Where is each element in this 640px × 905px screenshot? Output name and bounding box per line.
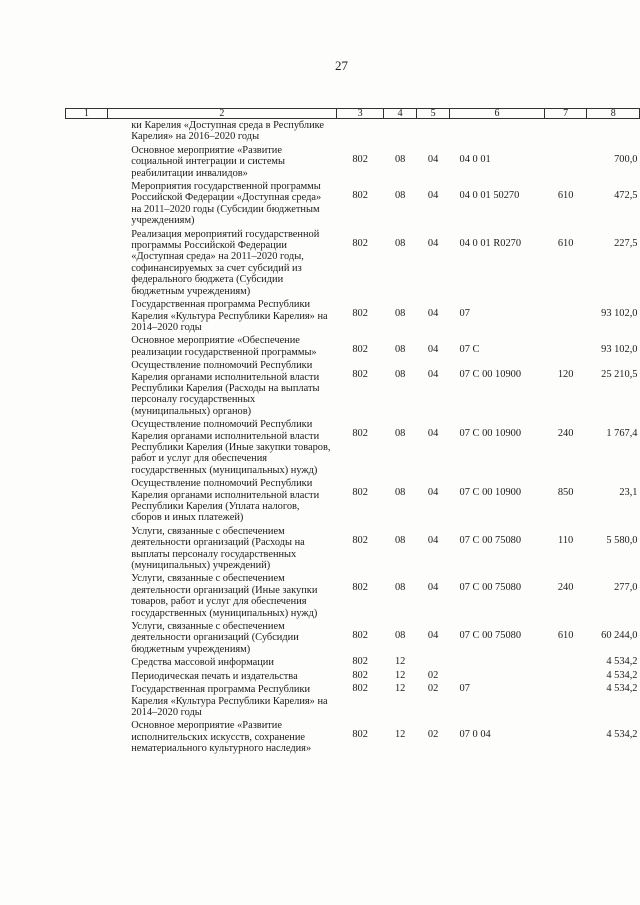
col1-cell [66,719,108,755]
amount-cell: 4 534,2 [606,656,638,668]
description-cell: Государственная программа Республики Карелия «Культура Республики Карелия» на 2014–2020 годы [131,299,328,333]
subsection-cell: 04 [427,344,439,356]
col1-cell [66,298,108,334]
target-article-cell: 07 С 00 10900 [459,369,522,381]
table-row [66,620,640,656]
ministry-code-cell: 802 [352,153,368,165]
column-header: 1 [66,109,108,119]
subsection-cell [417,119,450,144]
target-article-cell: 07 С 00 10900 [459,487,522,499]
table-row [66,572,640,620]
amount-cell: 23,1 [619,487,638,499]
target-article-cell: 07 С 00 75080 [459,582,522,594]
description-cell: Основное мероприятие «Развитие социальной интеграции и системы реабилитации инвалидов» [131,144,285,179]
table-row [66,298,640,334]
table-row [66,180,640,228]
ministry-code-cell: 802 [352,534,368,546]
column-header: 4 [384,109,417,119]
target-article-cell: 04 0 01 R0270 [459,237,522,249]
amount-cell: 93 102,0 [601,344,638,356]
section-cell: 08 [394,428,406,440]
budget-table [65,108,640,756]
subsection-cell: 04 [427,534,439,546]
subsection-cell: 02 [427,669,439,681]
ministry-code-cell: 802 [352,582,368,594]
col1-cell [66,670,108,683]
subsection-cell: 04 [427,630,439,642]
col1-cell [66,180,108,228]
subsection-cell: 04 [427,237,439,249]
table-row [66,334,640,359]
column-header: 5 [417,109,450,119]
target-article-cell: 07 С 00 75080 [459,630,522,642]
section-cell: 08 [394,308,406,320]
ministry-code-cell [337,119,384,144]
ministry-code-cell: 802 [352,683,368,695]
col1-cell [66,683,108,719]
section-cell: 08 [394,534,406,546]
section-cell: 08 [394,344,406,356]
target-article-cell: 04 0 01 [459,153,491,165]
column-header: 6 [450,109,545,119]
amount-cell: 60 244,0 [601,630,638,642]
description-cell: Осуществление полномочий Республики Карелия органами исполнительной власти Республики Карелия (Иные закупки товаров, работ и услуг для обеспечения государственных (муниципальных) нужд) [131,419,331,476]
expense-type-cell: 610 [557,190,574,202]
subsection-cell: 04 [427,190,439,202]
expense-type-cell [544,144,587,180]
col1-cell [66,334,108,359]
ministry-code-cell: 802 [352,190,368,202]
amount-cell: 1 767,4 [606,428,638,440]
description-cell: Основное мероприятие «Обеспечение реализации государственной программы» [131,335,317,358]
expense-type-cell [544,119,587,144]
table-row [66,477,640,525]
target-article-cell: 07 0 04 [459,729,491,741]
table-row [66,359,640,418]
expense-type-cell: 110 [558,534,574,546]
column-header: 2 [107,109,336,119]
target-article-cell: 07 С 00 75080 [459,534,522,546]
description-cell: Мероприятия государственной программы Российской Федерации «Доступная среда» на 2011–2020 годы (Субсидии бюджетным учреждениям) [131,181,322,227]
amount-cell: 5 580,0 [606,534,638,546]
amount-cell: 277,0 [614,582,638,594]
amount-cell: 4 534,2 [606,683,638,695]
subsection-cell: 02 [427,729,439,741]
description-cell: Периодическая печать и издательства [131,670,298,682]
description-cell: Осуществление полномочий Республики Карелия органами исполнительной власти Республики Карелия (Уплата налогов, сборов и иных платежей) [131,478,320,524]
section-cell: 08 [394,153,406,165]
col1-cell [66,620,108,656]
description-cell: Государственная программа Республики Карелия «Культура Республики Карелия» на 2014–2020 годы [131,684,328,718]
ministry-code-cell: 802 [352,428,368,440]
expense-type-cell [544,683,587,719]
ministry-code-cell: 802 [352,487,368,499]
amount-cell: 700,0 [614,153,638,165]
ministry-code-cell: 802 [352,369,368,381]
subsection-cell: 04 [427,487,439,499]
section-cell: 08 [394,630,406,642]
amount-cell: 4 534,2 [606,729,638,741]
target-article-cell [450,670,545,683]
section-cell: 12 [394,683,406,695]
description-cell: Услуги, связанные с обеспечением деятельности организаций (Субсидии бюджетным учреждениям) [131,621,299,655]
section-cell: 08 [394,582,406,594]
target-article-cell [450,656,545,669]
table-row [66,683,640,719]
target-article-cell: 07 [459,308,470,320]
table-header [66,109,640,119]
table-row [66,525,640,573]
amount-cell: 4 534,2 [606,669,638,681]
section-cell: 08 [394,487,406,499]
table-row [66,119,640,144]
amount-cell: 472,5 [614,190,638,202]
section-cell [384,119,417,144]
subsection-cell: 04 [427,428,439,440]
description-cell: ки Карелия «Доступная среда в Республике Карелия» на 2016–2020 годы [131,120,325,143]
subsection-cell [417,656,450,669]
ministry-code-cell: 802 [352,656,368,668]
column-header: 8 [587,109,640,119]
description-cell: Услуги, связанные с обеспечением деятельности организаций (Иные закупки товаров, работ и услуг для обеспечения государственных (муниципальных) нужд) [131,573,318,619]
amount-cell: 227,5 [614,237,638,249]
subsection-cell: 02 [427,683,439,695]
col1-cell [66,477,108,525]
ministry-code-cell: 802 [352,308,368,320]
table-row [66,656,640,669]
subsection-cell: 04 [427,153,439,165]
ministry-code-cell: 802 [352,630,368,642]
ministry-code-cell: 802 [352,237,368,249]
description-cell: Основное мероприятие «Развитие исполнительских искусств, сохранение нематериального культурного наследия» [131,720,312,755]
expense-type-cell: 120 [557,369,574,381]
table-body [66,119,640,756]
expense-type-cell: 850 [557,487,574,499]
section-cell: 12 [394,669,406,681]
description-cell: Средства массовой информации [131,657,274,669]
expense-type-cell [544,298,587,334]
table-row [66,670,640,683]
table-row [66,144,640,180]
expense-type-cell [544,670,587,683]
col1-cell [66,228,108,298]
subsection-cell: 04 [427,582,439,594]
target-article-cell: 04 0 01 50270 [459,190,520,202]
table-row [66,719,640,755]
description-cell: Осуществление полномочий Республики Карелия органами исполнительной власти Республики Карелия (Расходы на выплаты персоналу государственных (муниципальных) органов) [131,360,320,417]
description-cell: Услуги, связанные с обеспечением деятельности организаций (Расходы на выплаты персоналу государственных (муниципальных) учреждений) [131,525,305,572]
ministry-code-cell: 802 [352,669,368,681]
expense-type-cell: 610 [557,237,574,249]
target-article-cell: 07 С 00 10900 [459,428,522,440]
amount-cell [587,119,640,144]
table-row [66,228,640,298]
subsection-cell: 04 [427,308,439,320]
column-header: 7 [544,109,587,119]
col1-cell [66,656,108,669]
ministry-code-cell: 802 [352,729,368,741]
col1-cell [66,572,108,620]
expense-type-cell [544,719,587,755]
section-cell: 08 [394,369,406,381]
col1-cell [66,359,108,418]
expense-type-cell: 240 [557,582,574,594]
table-row [66,418,640,477]
ministry-code-cell: 802 [352,344,368,356]
expense-type-cell [544,334,587,359]
amount-cell: 93 102,0 [601,308,638,320]
column-header: 3 [337,109,384,119]
col1-cell [66,144,108,180]
col1-cell [66,119,108,144]
page-number: 27 [335,58,348,73]
expense-type-cell: 240 [557,428,574,440]
expense-type-cell: 610 [557,630,574,642]
section-cell: 12 [394,656,406,668]
target-article-cell: 07 [459,683,470,695]
target-article-cell: 07 С [459,344,480,356]
description-cell: Реализация мероприятий государственной программы Российской Федерации «Доступная среда» на 2011–2020 годы, софинансируемых за счет субсидий из федерального бюджета (Субсидии бюджетным учреждениям) [131,228,320,297]
column-number-row [66,109,640,119]
section-cell: 08 [394,237,406,249]
section-cell: 12 [394,729,406,741]
col1-cell [66,525,108,573]
target-article-cell [450,119,545,144]
section-cell: 08 [394,190,406,202]
col1-cell [66,418,108,477]
subsection-cell: 04 [427,369,439,381]
expense-type-cell [544,656,587,669]
amount-cell: 25 210,5 [601,369,638,381]
